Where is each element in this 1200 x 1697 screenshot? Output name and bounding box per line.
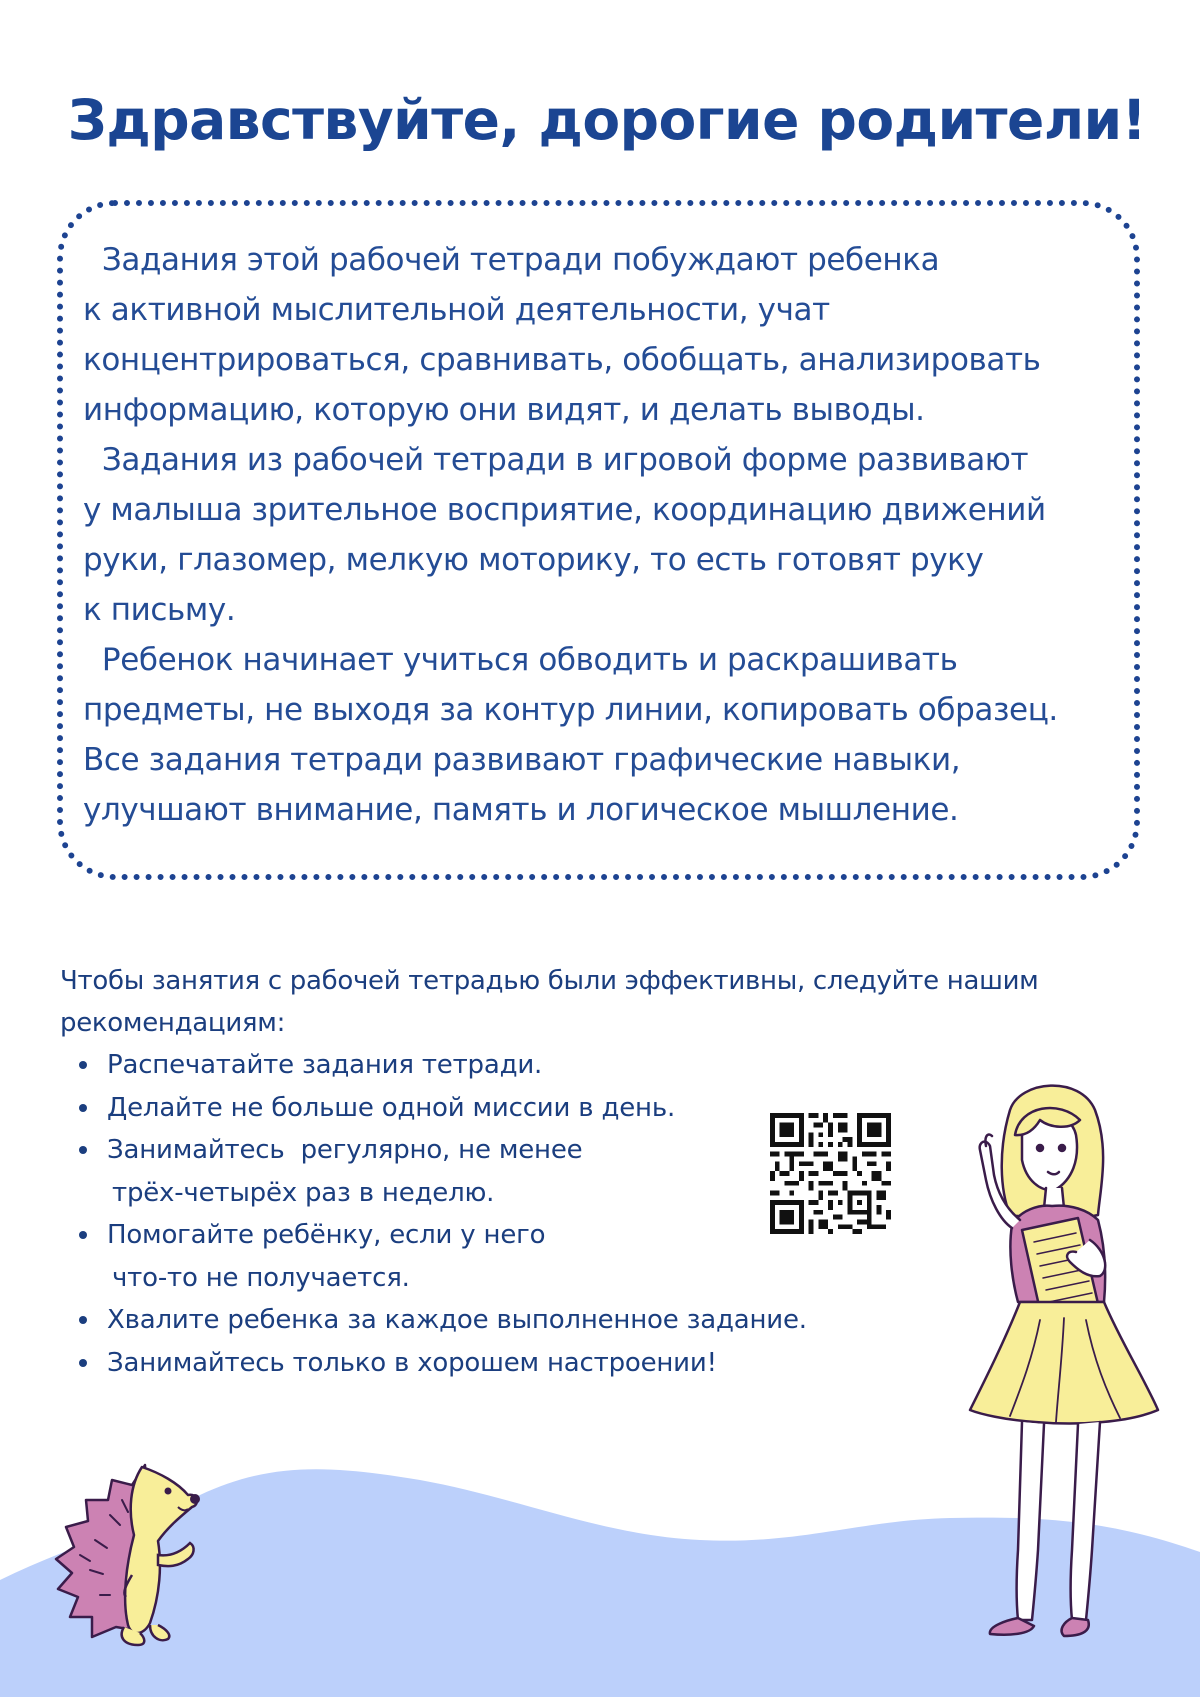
- bullet-icon: [79, 1359, 87, 1367]
- list-item: [60, 1044, 1110, 1087]
- bullet-icon: [79, 1061, 87, 1069]
- intro-line: улучшают внимание, память и логическое мышление.: [83, 792, 959, 828]
- list-item: [60, 1214, 1110, 1299]
- list-item: [60, 1129, 1110, 1214]
- intro-line: к письму.: [83, 592, 236, 628]
- list-item: [60, 1299, 1110, 1342]
- list-item-text: Хвалите ребенка за каждое выполненное задание.: [107, 1305, 807, 1335]
- list-item-text: Занимайтесь регулярно, не менее: [107, 1135, 583, 1165]
- intro-line: информацию, которую они видят, и делать выводы.: [83, 392, 925, 428]
- bullet-icon: [79, 1231, 87, 1239]
- list-item: [60, 1342, 1110, 1385]
- recommendations: [60, 960, 1110, 1384]
- intro-line: к активной мыслительной деятельности, учат: [83, 292, 830, 328]
- bullet-icon: [79, 1104, 87, 1112]
- list-item-text-continued: что-то не получается.: [112, 1262, 410, 1293]
- intro-line: Задания этой рабочей тетради побуждают ребенка: [83, 242, 940, 278]
- intro-line: Задания из рабочей тетради в игровой форме развивают: [83, 442, 1029, 478]
- intro-line: концентрироваться, сравнивать, обобщать, анализировать: [83, 342, 1041, 378]
- list-item-text: Занимайтесь только в хорошем настроении!: [107, 1347, 717, 1378]
- recommendations-lead: [60, 960, 1110, 1044]
- girl-illustration: [960, 1080, 1175, 1640]
- lead-line: Чтобы занятия с рабочей тетрадью были эффективны, следуйте нашим: [60, 966, 1039, 996]
- intro-line: у малыша зрительное восприятие, координацию движений: [83, 492, 1046, 528]
- list-item-text-continued: трёх-четырёх раз в неделю.: [112, 1177, 495, 1208]
- lead-line: рекомендациям:: [60, 1008, 286, 1038]
- intro-text: [83, 235, 1143, 835]
- recommendations-list: [60, 1044, 1110, 1384]
- intro-line: предметы, не выходя за контур линии, копировать образец.: [83, 692, 1058, 728]
- hedgehog-illustration: [50, 1455, 220, 1655]
- list-item: [60, 1087, 1110, 1130]
- qr-code-icon[interactable]: [770, 1113, 891, 1234]
- bullet-icon: [79, 1316, 87, 1324]
- list-item-text: Помогайте ребёнку, если у него: [107, 1220, 546, 1250]
- intro-line: руки, глазомер, мелкую моторику, то есть готовят руку: [83, 542, 984, 578]
- list-item-text: Распечатайте задания тетради.: [107, 1050, 543, 1080]
- intro-line: Все задания тетради развивают графические навыки,: [83, 742, 961, 778]
- list-item-text: Делайте не больше одной миссии в день.: [107, 1092, 676, 1123]
- bullet-icon: [79, 1146, 87, 1154]
- intro-line: Ребенок начинает учиться обводить и раскрашивать: [83, 642, 958, 678]
- page-title: Здравствуйте, дорогие родители!: [67, 88, 1147, 152]
